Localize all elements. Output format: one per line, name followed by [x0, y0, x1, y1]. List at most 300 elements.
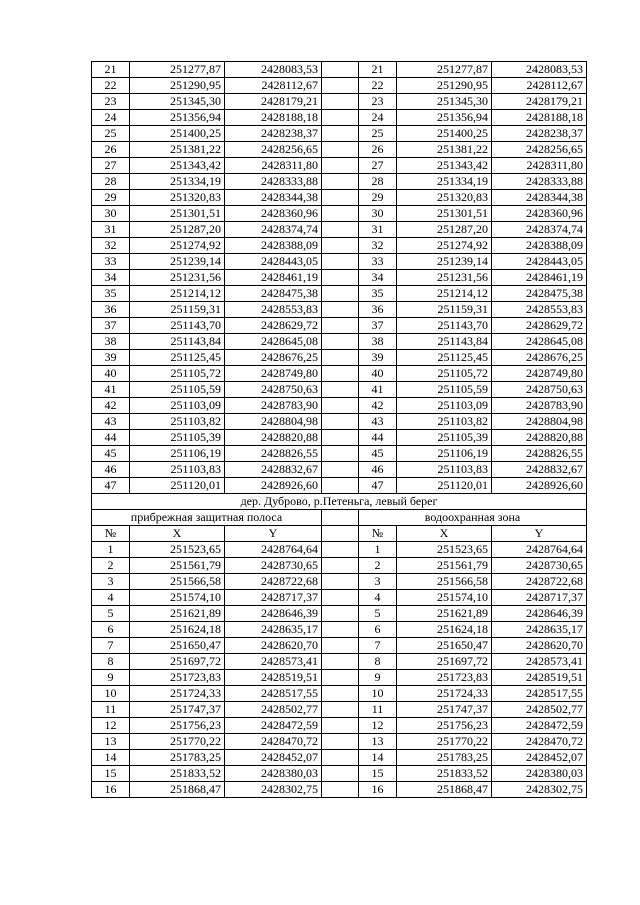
table-row	[92, 158, 587, 174]
left-x-cell: 251345,30	[130, 94, 225, 110]
left-x-cell: 251756,23	[130, 718, 225, 734]
left-num-cell: 16	[92, 782, 130, 798]
column-gap	[322, 238, 359, 254]
left-num-cell: 13	[92, 734, 130, 750]
column-gap	[322, 782, 359, 798]
left-y-cell: 2428302,75	[225, 782, 322, 798]
left-num-cell: 35	[92, 286, 130, 302]
left-y-cell: 2428730,65	[225, 558, 322, 574]
right-x-cell: 251105,59	[397, 382, 492, 398]
left-x-cell: 251833,52	[130, 766, 225, 782]
left-num-cell: 28	[92, 174, 130, 190]
column-gap	[322, 270, 359, 286]
right-x-cell: 251400,25	[397, 126, 492, 142]
right-num-cell: 31	[359, 222, 397, 238]
left-num-cell: 46	[92, 462, 130, 478]
left-num-cell: 39	[92, 350, 130, 366]
left-y-header: Y	[225, 526, 322, 542]
right-num-cell: 14	[359, 750, 397, 766]
left-num-cell: 44	[92, 430, 130, 446]
left-x-cell: 251783,25	[130, 750, 225, 766]
left-y-cell: 2428374,74	[225, 222, 322, 238]
left-x-cell: 251105,39	[130, 430, 225, 446]
left-num-cell: 33	[92, 254, 130, 270]
column-gap	[322, 318, 359, 334]
table-row	[92, 638, 587, 654]
right-y-cell: 2428517,55	[492, 686, 587, 702]
right-num-cell: 26	[359, 142, 397, 158]
left-num-cell: 36	[92, 302, 130, 318]
left-num-cell: 6	[92, 622, 130, 638]
table-row	[92, 558, 587, 574]
section-title-row	[92, 494, 587, 510]
right-y-cell: 2428179,21	[492, 94, 587, 110]
left-x-cell: 251301,51	[130, 206, 225, 222]
left-y-cell: 2428188,18	[225, 110, 322, 126]
right-y-cell: 2428472,59	[492, 718, 587, 734]
column-gap	[322, 462, 359, 478]
right-x-cell: 251125,45	[397, 350, 492, 366]
left-y-cell: 2428475,38	[225, 286, 322, 302]
column-gap	[322, 350, 359, 366]
table-row	[92, 126, 587, 142]
table-row	[92, 430, 587, 446]
top-rows-body	[92, 62, 587, 494]
section-title: дер. Дуброво, р.Петеньга, левый берег	[92, 494, 587, 510]
table-row	[92, 446, 587, 462]
right-x-cell: 251143,70	[397, 318, 492, 334]
table-row	[92, 94, 587, 110]
table-row	[92, 478, 587, 494]
right-x-cell: 251574,10	[397, 590, 492, 606]
right-num-cell: 40	[359, 366, 397, 382]
left-y-cell: 2428717,37	[225, 590, 322, 606]
table-row	[92, 302, 587, 318]
right-num-cell: 34	[359, 270, 397, 286]
right-num-cell: 15	[359, 766, 397, 782]
column-gap	[322, 382, 359, 398]
left-num-cell: 15	[92, 766, 130, 782]
left-x-cell: 251159,31	[130, 302, 225, 318]
left-num-cell: 47	[92, 478, 130, 494]
left-x-cell: 251624,18	[130, 622, 225, 638]
right-x-cell: 251621,89	[397, 606, 492, 622]
left-x-cell: 251356,94	[130, 110, 225, 126]
left-x-cell: 251650,47	[130, 638, 225, 654]
right-x-cell: 251868,47	[397, 782, 492, 798]
left-num-cell: 25	[92, 126, 130, 142]
left-y-cell: 2428472,59	[225, 718, 322, 734]
left-x-cell: 251231,56	[130, 270, 225, 286]
left-num-cell: 12	[92, 718, 130, 734]
right-x-cell: 251159,31	[397, 302, 492, 318]
right-y-cell: 2428804,98	[492, 414, 587, 430]
column-gap	[322, 558, 359, 574]
left-num-cell: 22	[92, 78, 130, 94]
table-row	[92, 318, 587, 334]
right-x-cell: 251105,72	[397, 366, 492, 382]
left-y-cell: 2428635,17	[225, 622, 322, 638]
left-x-cell: 251274,92	[130, 238, 225, 254]
left-x-cell: 251287,20	[130, 222, 225, 238]
right-x-cell: 251274,92	[397, 238, 492, 254]
right-x-cell: 251697,72	[397, 654, 492, 670]
column-gap	[322, 286, 359, 302]
right-y-cell: 2428112,67	[492, 78, 587, 94]
table-row	[92, 622, 587, 638]
coordinates-table	[91, 61, 587, 798]
right-x-cell: 251770,22	[397, 734, 492, 750]
right-x-cell: 251356,94	[397, 110, 492, 126]
column-gap	[322, 478, 359, 494]
column-gap	[322, 302, 359, 318]
left-y-cell: 2428443,05	[225, 254, 322, 270]
right-x-cell: 251833,52	[397, 766, 492, 782]
left-y-cell: 2428820,88	[225, 430, 322, 446]
right-x-cell: 251561,79	[397, 558, 492, 574]
left-x-cell: 251747,37	[130, 702, 225, 718]
table-row	[92, 190, 587, 206]
left-y-cell: 2428344,38	[225, 190, 322, 206]
right-y-cell: 2428826,55	[492, 446, 587, 462]
right-num-cell: 35	[359, 286, 397, 302]
left-num-cell: 1	[92, 542, 130, 558]
right-num-cell: 23	[359, 94, 397, 110]
right-y-cell: 2428722,68	[492, 574, 587, 590]
right-num-cell: 25	[359, 126, 397, 142]
column-gap	[322, 254, 359, 270]
left-y-cell: 2428676,25	[225, 350, 322, 366]
right-y-cell: 2428443,05	[492, 254, 587, 270]
column-gap	[322, 446, 359, 462]
left-y-cell: 2428388,09	[225, 238, 322, 254]
left-num-cell: 10	[92, 686, 130, 702]
right-y-cell: 2428783,90	[492, 398, 587, 414]
table-row	[92, 590, 587, 606]
left-y-cell: 2428502,77	[225, 702, 322, 718]
right-x-cell: 251120,01	[397, 478, 492, 494]
left-x-cell: 251143,70	[130, 318, 225, 334]
right-num-cell: 8	[359, 654, 397, 670]
right-x-cell: 251290,95	[397, 78, 492, 94]
table-row	[92, 62, 587, 78]
right-x-cell: 251103,82	[397, 414, 492, 430]
left-x-cell: 251106,19	[130, 446, 225, 462]
right-x-cell: 251239,14	[397, 254, 492, 270]
column-gap	[322, 206, 359, 222]
left-y-cell: 2428470,72	[225, 734, 322, 750]
column-gap	[322, 190, 359, 206]
right-x-cell: 251105,39	[397, 430, 492, 446]
left-x-cell: 251523,65	[130, 542, 225, 558]
left-num-cell: 9	[92, 670, 130, 686]
left-x-cell: 251290,95	[130, 78, 225, 94]
left-num-cell: 38	[92, 334, 130, 350]
left-num-cell: 7	[92, 638, 130, 654]
right-y-cell: 2428502,77	[492, 702, 587, 718]
column-gap	[322, 670, 359, 686]
left-x-cell: 251723,83	[130, 670, 225, 686]
table-row	[92, 366, 587, 382]
left-y-cell: 2428629,72	[225, 318, 322, 334]
left-num-cell: 32	[92, 238, 130, 254]
right-num-cell: 3	[359, 574, 397, 590]
column-gap	[322, 686, 359, 702]
table-row	[92, 734, 587, 750]
left-y-cell: 2428926,60	[225, 478, 322, 494]
right-y-cell: 2428553,83	[492, 302, 587, 318]
left-x-cell: 251105,59	[130, 382, 225, 398]
right-x-cell: 251214,12	[397, 286, 492, 302]
left-num-cell: 40	[92, 366, 130, 382]
column-gap	[322, 590, 359, 606]
left-num-cell: 2	[92, 558, 130, 574]
right-y-cell: 2428749,80	[492, 366, 587, 382]
left-num-cell: 29	[92, 190, 130, 206]
right-y-cell: 2428388,09	[492, 238, 587, 254]
left-x-cell: 251277,87	[130, 62, 225, 78]
right-num-cell: 21	[359, 62, 397, 78]
right-x-cell: 251287,20	[397, 222, 492, 238]
right-num-cell: 36	[359, 302, 397, 318]
left-y-cell: 2428333,88	[225, 174, 322, 190]
left-y-cell: 2428519,51	[225, 670, 322, 686]
right-x-cell: 251381,22	[397, 142, 492, 158]
column-gap	[322, 174, 359, 190]
right-num-cell: 9	[359, 670, 397, 686]
right-y-cell: 2428188,18	[492, 110, 587, 126]
left-x-cell: 251103,83	[130, 462, 225, 478]
right-x-cell: 251103,83	[397, 462, 492, 478]
table-row	[92, 142, 587, 158]
column-gap	[322, 142, 359, 158]
column-gap	[322, 542, 359, 558]
right-x-cell: 251724,33	[397, 686, 492, 702]
right-x-cell: 251747,37	[397, 702, 492, 718]
right-num-cell: 44	[359, 430, 397, 446]
right-num-cell: 41	[359, 382, 397, 398]
section-header	[92, 494, 587, 542]
left-x-cell: 251724,33	[130, 686, 225, 702]
left-x-cell: 251105,72	[130, 366, 225, 382]
left-x-cell: 251621,89	[130, 606, 225, 622]
table-row	[92, 542, 587, 558]
column-gap	[322, 574, 359, 590]
right-y-cell: 2428646,39	[492, 606, 587, 622]
left-num-cell: 23	[92, 94, 130, 110]
left-num-cell: 34	[92, 270, 130, 286]
right-y-cell: 2428764,64	[492, 542, 587, 558]
right-y-cell: 2428635,17	[492, 622, 587, 638]
left-x-cell: 251334,19	[130, 174, 225, 190]
left-num-cell: 43	[92, 414, 130, 430]
right-x-cell: 251103,09	[397, 398, 492, 414]
left-y-cell: 2428083,53	[225, 62, 322, 78]
right-num-cell: 30	[359, 206, 397, 222]
right-num-cell: 28	[359, 174, 397, 190]
left-y-cell: 2428238,37	[225, 126, 322, 142]
right-x-cell: 251756,23	[397, 718, 492, 734]
left-y-cell: 2428179,21	[225, 94, 322, 110]
right-num-cell: 39	[359, 350, 397, 366]
left-y-cell: 2428832,67	[225, 462, 322, 478]
table-row	[92, 414, 587, 430]
left-y-cell: 2428722,68	[225, 574, 322, 590]
left-y-cell: 2428826,55	[225, 446, 322, 462]
right-y-cell: 2428452,07	[492, 750, 587, 766]
left-y-cell: 2428804,98	[225, 414, 322, 430]
right-num-cell: 12	[359, 718, 397, 734]
left-y-cell: 2428461,19	[225, 270, 322, 286]
column-gap	[322, 606, 359, 622]
left-num-cell: 42	[92, 398, 130, 414]
right-num-cell: 46	[359, 462, 397, 478]
right-subtitle: водоохранная зона	[359, 510, 587, 526]
right-x-cell: 251783,25	[397, 750, 492, 766]
right-x-cell: 251106,19	[397, 446, 492, 462]
right-x-cell: 251723,83	[397, 670, 492, 686]
column-gap	[322, 62, 359, 78]
column-gap	[322, 78, 359, 94]
table-row	[92, 686, 587, 702]
left-num-cell: 21	[92, 62, 130, 78]
right-y-cell: 2428302,75	[492, 782, 587, 798]
left-x-cell: 251574,10	[130, 590, 225, 606]
table-row	[92, 254, 587, 270]
column-gap	[322, 398, 359, 414]
left-num-cell: 4	[92, 590, 130, 606]
column-gap	[322, 414, 359, 430]
table-row	[92, 766, 587, 782]
left-y-cell: 2428620,70	[225, 638, 322, 654]
left-x-cell: 251143,84	[130, 334, 225, 350]
right-num-cell: 27	[359, 158, 397, 174]
column-gap	[322, 734, 359, 750]
right-y-cell: 2428620,70	[492, 638, 587, 654]
left-y-cell: 2428764,64	[225, 542, 322, 558]
right-x-cell: 251301,51	[397, 206, 492, 222]
left-x-cell: 251103,09	[130, 398, 225, 414]
right-num-cell: 37	[359, 318, 397, 334]
table-row	[92, 222, 587, 238]
right-num-header: №	[359, 526, 397, 542]
left-y-cell: 2428750,63	[225, 382, 322, 398]
right-y-cell: 2428344,38	[492, 190, 587, 206]
left-y-cell: 2428749,80	[225, 366, 322, 382]
left-y-cell: 2428553,83	[225, 302, 322, 318]
left-num-cell: 3	[92, 574, 130, 590]
column-gap	[322, 622, 359, 638]
left-y-cell: 2428517,55	[225, 686, 322, 702]
left-num-cell: 45	[92, 446, 130, 462]
right-num-cell: 47	[359, 478, 397, 494]
table-row	[92, 606, 587, 622]
table-row	[92, 270, 587, 286]
left-x-cell: 251125,45	[130, 350, 225, 366]
right-num-cell: 13	[359, 734, 397, 750]
right-num-cell: 5	[359, 606, 397, 622]
right-y-cell: 2428333,88	[492, 174, 587, 190]
right-num-cell: 38	[359, 334, 397, 350]
right-y-cell: 2428717,37	[492, 590, 587, 606]
table-row	[92, 174, 587, 190]
left-y-cell: 2428452,07	[225, 750, 322, 766]
right-y-cell: 2428470,72	[492, 734, 587, 750]
left-x-header: X	[130, 526, 225, 542]
left-x-cell: 251343,42	[130, 158, 225, 174]
right-x-cell: 251334,19	[397, 174, 492, 190]
column-gap	[322, 126, 359, 142]
table-row	[92, 654, 587, 670]
right-y-cell: 2428676,25	[492, 350, 587, 366]
table-row	[92, 782, 587, 798]
right-num-cell: 32	[359, 238, 397, 254]
column-gap	[322, 430, 359, 446]
left-y-cell: 2428360,96	[225, 206, 322, 222]
column-gap	[322, 750, 359, 766]
left-y-cell: 2428783,90	[225, 398, 322, 414]
left-x-cell: 251697,72	[130, 654, 225, 670]
column-gap	[322, 158, 359, 174]
right-num-cell: 43	[359, 414, 397, 430]
right-x-cell: 251566,58	[397, 574, 492, 590]
right-y-cell: 2428645,08	[492, 334, 587, 350]
column-gap	[322, 110, 359, 126]
right-x-cell: 251231,56	[397, 270, 492, 286]
table-row	[92, 398, 587, 414]
table-row	[92, 702, 587, 718]
left-num-cell: 11	[92, 702, 130, 718]
right-num-cell: 2	[359, 558, 397, 574]
right-x-cell: 251320,83	[397, 190, 492, 206]
right-y-cell: 2428573,41	[492, 654, 587, 670]
right-num-cell: 7	[359, 638, 397, 654]
left-num-cell: 41	[92, 382, 130, 398]
column-gap	[322, 638, 359, 654]
left-y-cell: 2428646,39	[225, 606, 322, 622]
right-y-cell: 2428238,37	[492, 126, 587, 142]
bottom-rows-body	[92, 542, 587, 798]
table-row	[92, 350, 587, 366]
left-x-cell: 251566,58	[130, 574, 225, 590]
right-num-cell: 24	[359, 110, 397, 126]
left-num-cell: 14	[92, 750, 130, 766]
left-y-cell: 2428645,08	[225, 334, 322, 350]
left-y-cell: 2428311,80	[225, 158, 322, 174]
table-row	[92, 382, 587, 398]
right-num-cell: 4	[359, 590, 397, 606]
table-row	[92, 110, 587, 126]
right-x-cell: 251343,42	[397, 158, 492, 174]
left-x-cell: 251120,01	[130, 478, 225, 494]
left-x-cell: 251381,22	[130, 142, 225, 158]
left-y-cell: 2428380,03	[225, 766, 322, 782]
table-row	[92, 750, 587, 766]
left-num-cell: 5	[92, 606, 130, 622]
right-y-cell: 2428519,51	[492, 670, 587, 686]
left-num-cell: 27	[92, 158, 130, 174]
left-y-cell: 2428573,41	[225, 654, 322, 670]
column-gap	[322, 366, 359, 382]
left-num-cell: 8	[92, 654, 130, 670]
right-y-cell: 2428475,38	[492, 286, 587, 302]
right-y-cell: 2428374,74	[492, 222, 587, 238]
table-row	[92, 78, 587, 94]
left-y-cell: 2428112,67	[225, 78, 322, 94]
table-row	[92, 206, 587, 222]
left-x-cell: 251103,82	[130, 414, 225, 430]
right-y-cell: 2428311,80	[492, 158, 587, 174]
